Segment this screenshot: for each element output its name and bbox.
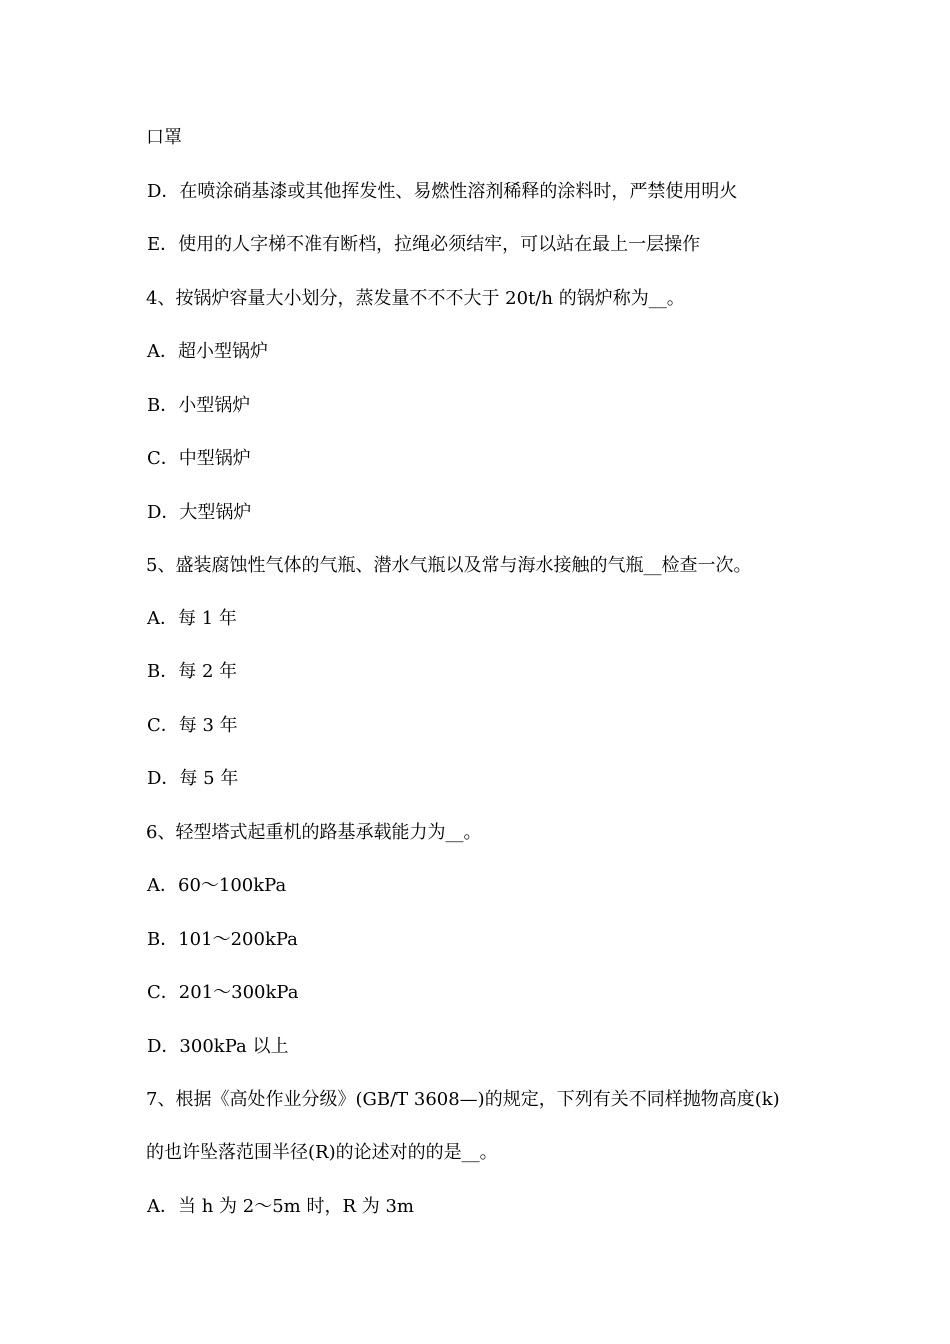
option-b-q4: B．小型锅炉 bbox=[147, 395, 251, 416]
option-b-q5: B．每 2 年 bbox=[147, 661, 238, 682]
question-4: 4、按锅炉容量大小划分，蒸发量不不不大于 20t/h 的锅炉称为__。 bbox=[146, 288, 685, 309]
option-e-q3: E．使用的人字梯不准有断档，拉绳必须结牢，可以站在最上一层操作 bbox=[147, 234, 701, 255]
option-a-q4: A．超小型锅炉 bbox=[147, 341, 268, 362]
option-c-q5: C．每 3 年 bbox=[147, 715, 238, 736]
option-b-q6: B．101～200kPa bbox=[147, 929, 298, 950]
option-c-q4: C．中型锅炉 bbox=[147, 448, 251, 469]
question-5: 5、盛装腐蚀性气体的气瓶、潜水气瓶以及常与海水接触的气瓶__检查一次。 bbox=[146, 555, 752, 576]
option-d-q3: D．在喷涂硝基漆或其他挥发性、易燃性溶剂稀释的涂料时，严禁使用明火 bbox=[147, 181, 738, 202]
option-a-q5: A．每 1 年 bbox=[147, 608, 237, 629]
option-a-q7: A．当 h 为 2～5m 时，R 为 3m bbox=[147, 1196, 414, 1217]
option-a-q6: A．60～100kPa bbox=[147, 875, 287, 896]
question-7-line-2: 的也许坠落范围半径(R)的论述对的的是__。 bbox=[146, 1142, 498, 1163]
option-c-q6: C．201～300kPa bbox=[147, 982, 299, 1003]
option-d-q5: D．每 5 年 bbox=[147, 768, 239, 789]
question-6: 6、轻型塔式起重机的路基承载能力为__。 bbox=[146, 822, 482, 843]
text-line-mask: 口罩 bbox=[146, 127, 182, 148]
question-7-line-1: 7、根据《高处作业分级》(GB/T 3608—)的规定，下列有关不同样抛物高度(k) bbox=[146, 1089, 780, 1110]
option-d-q4: D．大型锅炉 bbox=[147, 502, 252, 523]
option-d-q6: D．300kPa 以上 bbox=[147, 1036, 289, 1057]
